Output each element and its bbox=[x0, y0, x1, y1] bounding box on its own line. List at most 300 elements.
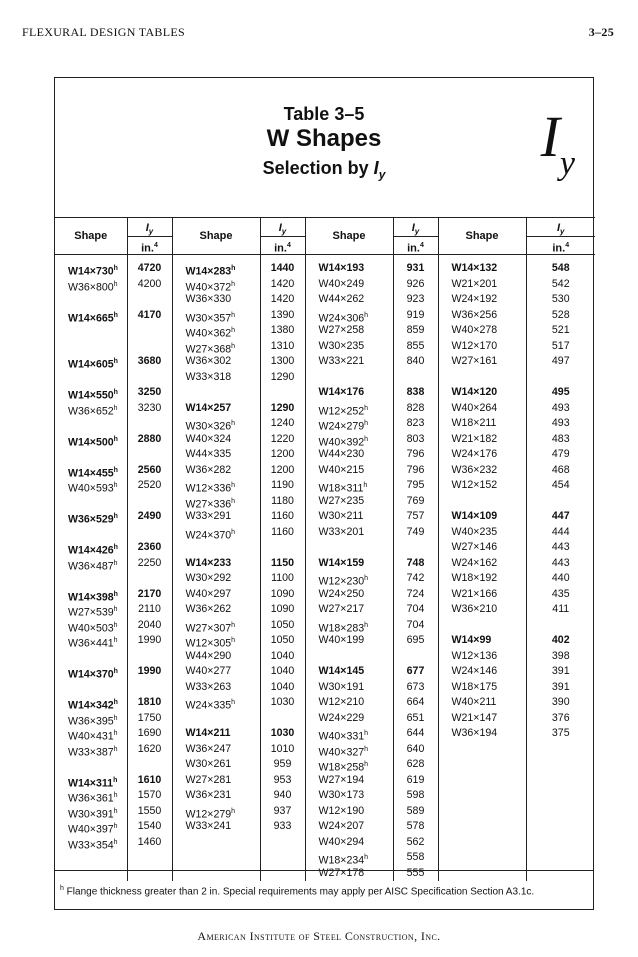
shape-text: W40×327 bbox=[318, 746, 365, 759]
flange-note-mark: h bbox=[113, 807, 118, 815]
flange-note-mark: h bbox=[364, 575, 369, 582]
shape-cell bbox=[68, 757, 127, 773]
shape-text: W14×426 bbox=[68, 544, 114, 557]
shape-cell bbox=[68, 478, 127, 494]
iy-value: 926 bbox=[406, 277, 425, 290]
shape-cell bbox=[186, 401, 260, 417]
shape-text: W36×247 bbox=[185, 742, 232, 755]
shape-cell bbox=[452, 711, 526, 727]
shape-text: W27×235 bbox=[318, 494, 365, 507]
iy-value: 4720 bbox=[137, 262, 162, 274]
iy-sub: y bbox=[148, 226, 154, 236]
iy-value: 1570 bbox=[137, 789, 162, 801]
shape-cell bbox=[186, 478, 260, 494]
iy-value: 1810 bbox=[137, 696, 162, 708]
shape-cell bbox=[186, 695, 260, 711]
iy-value: 1380 bbox=[270, 324, 295, 336]
iy-value: 2110 bbox=[138, 603, 161, 615]
shape-cell bbox=[452, 649, 526, 665]
shape-cell bbox=[186, 385, 260, 401]
shape-cell bbox=[319, 773, 393, 789]
flange-note-mark: h bbox=[113, 404, 118, 412]
shape-text: W30×235 bbox=[318, 339, 365, 352]
iy-value: 542 bbox=[551, 277, 570, 290]
shape-text: W36×262 bbox=[185, 603, 232, 615]
shape-cell bbox=[68, 587, 127, 603]
shape-cell bbox=[68, 370, 127, 386]
shape-text: W36×282 bbox=[185, 463, 232, 476]
iy-value: 1160 bbox=[271, 525, 294, 538]
shape-text: W30×211 bbox=[318, 510, 364, 522]
iy-value: 521 bbox=[551, 324, 570, 336]
shape-cell bbox=[319, 323, 393, 339]
unit-sup: 4 bbox=[286, 241, 291, 249]
shape-text: W40×372 bbox=[185, 281, 232, 294]
iy-value: 1040 bbox=[270, 665, 295, 677]
iy-value: 4200 bbox=[137, 277, 162, 290]
iy-value: 517 bbox=[551, 339, 570, 352]
shape-cell bbox=[319, 432, 393, 448]
table-subtitle: Selection by $I_y$ bbox=[262, 158, 386, 182]
iy-value: 1030 bbox=[270, 727, 295, 739]
iy-value: 1460 bbox=[137, 835, 162, 848]
iy-value: 1050 bbox=[270, 618, 295, 631]
iy-value: 435 bbox=[551, 587, 570, 600]
shape-text: W24×306 bbox=[318, 312, 365, 325]
shape-text: W40×324 bbox=[185, 432, 232, 445]
column-header-row bbox=[55, 218, 595, 255]
iy-value bbox=[394, 370, 438, 386]
flange-note-mark: h bbox=[113, 311, 118, 319]
shape-text: W24×192 bbox=[451, 293, 498, 305]
iy-value bbox=[261, 711, 305, 727]
iy-value: 1550 bbox=[137, 804, 162, 817]
shape-text: W27×539 bbox=[68, 606, 114, 619]
iy-sub: y bbox=[281, 226, 287, 236]
shape-text: W40×392 bbox=[318, 436, 365, 449]
shape-text: W14×257 bbox=[185, 401, 232, 414]
shape-cell bbox=[319, 571, 393, 587]
iy-value: 443 bbox=[551, 541, 570, 553]
flange-note-mark: h bbox=[231, 280, 236, 288]
iy-value bbox=[394, 649, 438, 665]
iy-value bbox=[128, 680, 172, 696]
iy-sub: y bbox=[414, 226, 420, 236]
shape-text: W18×175 bbox=[451, 680, 498, 693]
shape-cell bbox=[319, 726, 393, 742]
flange-note-mark: h bbox=[113, 466, 118, 474]
flange-note-mark: h bbox=[363, 482, 368, 489]
shape-cell bbox=[186, 277, 260, 293]
flange-note-mark: h bbox=[113, 606, 118, 613]
iy-column bbox=[526, 255, 595, 882]
shape-cell bbox=[319, 804, 393, 820]
unit-text: in. bbox=[407, 242, 420, 255]
flange-note-mark: h bbox=[364, 435, 369, 443]
shape-text: W40×397 bbox=[68, 823, 114, 836]
shape-text: W27×161 bbox=[451, 355, 498, 367]
flange-note-mark: h bbox=[113, 559, 118, 567]
iy-value: 2360 bbox=[137, 541, 162, 553]
shape-cell bbox=[186, 509, 260, 525]
iy-value: 1390 bbox=[270, 308, 295, 321]
shape-cell bbox=[452, 339, 526, 355]
iy-value: 677 bbox=[406, 665, 425, 677]
shape-cell bbox=[68, 277, 127, 293]
shape-text: W30×357 bbox=[185, 312, 232, 325]
shape-text: W33×221 bbox=[318, 355, 365, 367]
shape-cell bbox=[68, 463, 127, 479]
shape-text: W14×665 bbox=[68, 312, 114, 325]
shape-text: W33×201 bbox=[318, 525, 365, 538]
flange-note-mark: h bbox=[231, 482, 236, 489]
shape-cell bbox=[452, 447, 526, 463]
iy-value: 376 bbox=[551, 711, 570, 724]
shape-cell bbox=[186, 571, 260, 587]
shape-cell bbox=[68, 664, 127, 680]
iy-value: 796 bbox=[406, 448, 425, 460]
shape-cell bbox=[186, 757, 260, 773]
shape-text: W33×318 bbox=[185, 370, 232, 383]
shape-cell bbox=[68, 401, 127, 417]
shape-cell bbox=[319, 819, 393, 835]
shape-text: W14×120 bbox=[451, 386, 498, 398]
running-header-left: FLEXURAL DESIGN TABLES bbox=[22, 25, 185, 39]
shape-cell bbox=[68, 354, 127, 370]
iy-value: 3250 bbox=[137, 386, 162, 398]
shape-text: W12×279 bbox=[185, 808, 232, 821]
shape-column bbox=[438, 255, 526, 882]
shape-text: W14×455 bbox=[68, 467, 114, 480]
shape-cell bbox=[452, 726, 526, 742]
shape-cell bbox=[186, 494, 260, 510]
iy-header bbox=[260, 218, 305, 255]
iy-value: 495 bbox=[551, 386, 570, 398]
iy-value: 390 bbox=[551, 696, 570, 708]
iy-value bbox=[128, 447, 172, 463]
iy-value: 1420 bbox=[270, 277, 295, 290]
iy-value: 3680 bbox=[137, 355, 162, 367]
iy-value bbox=[261, 385, 305, 401]
iy-value: 933 bbox=[273, 820, 292, 832]
shape-cell bbox=[452, 618, 526, 634]
shape-cell bbox=[186, 804, 260, 820]
shape-cell bbox=[186, 447, 260, 463]
shape-cell bbox=[68, 726, 127, 742]
iy-value: 1690 bbox=[137, 727, 162, 739]
shape-cell bbox=[68, 695, 127, 711]
iy-value bbox=[128, 571, 172, 587]
shape-cell bbox=[452, 401, 526, 417]
shape-cell bbox=[186, 292, 260, 308]
shape-text: W40×211 bbox=[451, 696, 497, 708]
shape-cell bbox=[452, 556, 526, 572]
iy-value: 2040 bbox=[137, 618, 162, 631]
iy-value: 748 bbox=[406, 556, 425, 569]
shape-text: W40×235 bbox=[451, 525, 498, 538]
iy-value: 444 bbox=[551, 525, 570, 538]
shape-text: W14×605 bbox=[68, 358, 114, 371]
shape-cell bbox=[319, 633, 393, 649]
shape-cell bbox=[68, 432, 127, 448]
shape-cell bbox=[319, 385, 393, 401]
shape-cell bbox=[452, 463, 526, 479]
flange-note-mark: h bbox=[113, 745, 118, 753]
shape-cell bbox=[452, 695, 526, 711]
iy-value: 479 bbox=[551, 448, 570, 460]
shape-text: W36×231 bbox=[185, 789, 232, 801]
flange-note-mark: h bbox=[231, 311, 236, 319]
iy-value: 1010 bbox=[270, 742, 295, 755]
shape-text: W36×487 bbox=[68, 560, 114, 573]
shape-cell bbox=[452, 664, 526, 680]
shape-text: W24×335 bbox=[185, 699, 232, 712]
shape-cell bbox=[186, 432, 260, 448]
shape-cell bbox=[68, 773, 127, 789]
iy-sub: y bbox=[560, 226, 565, 236]
shape-text: W24×229 bbox=[318, 711, 365, 724]
shape-text: W30×261 bbox=[185, 758, 232, 770]
shape-cell bbox=[452, 602, 526, 618]
flange-note-mark: h bbox=[113, 637, 118, 644]
shape-text: W44×290 bbox=[185, 649, 232, 662]
shape-cell bbox=[452, 354, 526, 370]
iy-var: I bbox=[411, 221, 415, 234]
shape-text: W18×311 bbox=[318, 482, 364, 495]
iy-value: 855 bbox=[406, 339, 425, 352]
iy-value: 757 bbox=[406, 510, 425, 522]
iy-value: 704 bbox=[406, 618, 425, 631]
flange-note-mark: h bbox=[113, 280, 118, 288]
iy-value: 923 bbox=[406, 293, 425, 305]
iy-value: 940 bbox=[273, 789, 292, 801]
shape-header: Shape bbox=[172, 218, 260, 255]
shape-cell bbox=[68, 416, 127, 432]
iy-value bbox=[128, 757, 172, 773]
iy-value: 1310 bbox=[270, 339, 295, 352]
shape-text: W18×192 bbox=[451, 572, 498, 584]
shape-cell bbox=[186, 819, 260, 835]
iy-value: 749 bbox=[406, 525, 425, 538]
shape-text: W40×215 bbox=[318, 463, 365, 476]
shape-cell bbox=[68, 525, 127, 541]
iy-value: 673 bbox=[406, 680, 425, 693]
iy-value: 644 bbox=[406, 727, 425, 739]
shape-cell bbox=[319, 478, 393, 494]
shape-text: W36×256 bbox=[451, 308, 498, 321]
shape-cell bbox=[319, 261, 393, 277]
iy-value: 2560 bbox=[137, 463, 162, 476]
iy-value: 2490 bbox=[137, 510, 162, 522]
shape-cell bbox=[68, 339, 127, 355]
iy-header bbox=[526, 218, 595, 255]
iy-column bbox=[393, 255, 438, 882]
shape-text: W30×292 bbox=[185, 572, 232, 584]
iy-value: 493 bbox=[551, 401, 570, 414]
shape-cell bbox=[319, 401, 393, 417]
flange-note-mark: h bbox=[113, 838, 118, 846]
iy-value bbox=[527, 494, 596, 510]
shape-text: W14×109 bbox=[451, 510, 498, 522]
shape-text: W36×210 bbox=[451, 603, 498, 615]
flange-note-mark: h bbox=[113, 730, 118, 737]
shape-text: W30×391 bbox=[68, 808, 114, 821]
iy-value: 578 bbox=[406, 820, 425, 832]
shape-text: W36×652 bbox=[68, 405, 114, 418]
iy-value bbox=[128, 649, 172, 665]
shape-text: W27×368 bbox=[185, 343, 232, 356]
shape-text: W14×370 bbox=[68, 668, 114, 681]
shape-cell bbox=[186, 354, 260, 370]
iy-value: 1030 bbox=[270, 696, 295, 708]
shape-cell bbox=[452, 323, 526, 339]
flange-note-mark: h bbox=[113, 265, 118, 272]
shape-cell bbox=[186, 726, 260, 742]
shape-cell bbox=[319, 742, 393, 758]
shape-cell bbox=[68, 540, 127, 556]
iy-label bbox=[128, 219, 172, 237]
unit-label bbox=[527, 237, 596, 254]
shape-text: W40×249 bbox=[318, 277, 365, 290]
shape-cell bbox=[68, 618, 127, 634]
shape-cell bbox=[452, 494, 526, 510]
shape-cell bbox=[319, 370, 393, 386]
shape-cell bbox=[319, 850, 393, 866]
shape-header: Shape bbox=[305, 218, 393, 255]
page-number: 3–25 bbox=[588, 25, 614, 39]
shape-cell bbox=[452, 633, 526, 649]
shape-cell bbox=[68, 494, 127, 510]
shape-text: W21×182 bbox=[451, 432, 498, 445]
flange-note-mark: h bbox=[364, 730, 369, 737]
iy-value: 1610 bbox=[137, 773, 162, 786]
iy-label bbox=[394, 219, 438, 237]
flange-note-mark: h bbox=[113, 714, 118, 722]
shape-cell bbox=[319, 292, 393, 308]
shape-cell bbox=[68, 742, 127, 758]
shape-text: W30×326 bbox=[185, 420, 232, 433]
shape-cell bbox=[186, 633, 260, 649]
shape-text: W33×354 bbox=[68, 839, 114, 852]
flange-note-mark: h bbox=[231, 807, 236, 815]
iy-header bbox=[393, 218, 438, 255]
table-title: W Shapes bbox=[266, 125, 382, 152]
flange-note-mark: h bbox=[231, 637, 236, 644]
shape-cell bbox=[319, 494, 393, 510]
iy-value: 1190 bbox=[271, 479, 294, 491]
table-body-row bbox=[55, 255, 595, 882]
shape-cell bbox=[319, 556, 393, 572]
shape-text: W33×263 bbox=[185, 680, 232, 693]
publisher-footer: American Institute of Steel Construction, Inc. bbox=[197, 929, 441, 943]
shape-text: W36×232 bbox=[451, 463, 498, 476]
iy-value: 1220 bbox=[270, 432, 295, 445]
shape-cell bbox=[68, 804, 127, 820]
iy-value: 1200 bbox=[270, 448, 295, 460]
iy-value: 704 bbox=[406, 603, 425, 615]
shape-cell bbox=[68, 788, 127, 804]
shape-cell bbox=[68, 385, 127, 401]
shape-text: W24×370 bbox=[185, 529, 232, 542]
shape-cell bbox=[319, 509, 393, 525]
iy-value: 628 bbox=[406, 758, 425, 770]
unit-text: in. bbox=[274, 242, 287, 255]
shape-cell bbox=[186, 618, 260, 634]
shape-text: W44×262 bbox=[318, 293, 365, 305]
shape-cell bbox=[319, 602, 393, 618]
shape-cell bbox=[186, 525, 260, 541]
shape-cell bbox=[319, 540, 393, 556]
shape-cell bbox=[186, 540, 260, 556]
shape-cell bbox=[319, 711, 393, 727]
flange-note-mark: h bbox=[364, 854, 369, 861]
iy-value: 468 bbox=[551, 463, 570, 476]
shape-cell bbox=[319, 680, 393, 696]
shape-text: W27×258 bbox=[318, 324, 365, 336]
shape-text: W14×311 bbox=[68, 777, 114, 790]
flange-note-mark: h bbox=[231, 420, 236, 427]
iy-value: 402 bbox=[551, 634, 570, 646]
shape-cell bbox=[186, 664, 260, 680]
iy-var: I bbox=[278, 221, 282, 234]
iy-value: 1040 bbox=[270, 680, 295, 693]
shape-cell bbox=[319, 664, 393, 680]
shape-column bbox=[305, 255, 393, 882]
iy-value: 1240 bbox=[270, 417, 295, 429]
shape-cell bbox=[68, 602, 127, 618]
iy-value: 398 bbox=[551, 649, 570, 662]
iy-value: 391 bbox=[551, 680, 570, 693]
flange-note-mark: h bbox=[113, 389, 118, 396]
iy-value: 1200 bbox=[270, 463, 295, 476]
footnote: $^h$ Flange thickness greater than 2 in. Special requirements may apply per AISC Specification Section A3.1c. bbox=[55, 870, 593, 910]
flange-note-mark: h bbox=[113, 668, 118, 675]
shape-text: W27×178 bbox=[318, 866, 365, 879]
iy-value: 598 bbox=[406, 789, 425, 801]
shape-cell bbox=[452, 509, 526, 525]
iy-value: 497 bbox=[551, 355, 570, 367]
shape-cell bbox=[319, 587, 393, 603]
table-number: Table 3–5 bbox=[283, 104, 365, 124]
shape-cell bbox=[186, 416, 260, 432]
flange-note-mark: h bbox=[113, 358, 118, 365]
shape-cell bbox=[452, 587, 526, 603]
shape-text: W36×529 bbox=[68, 513, 114, 526]
shape-text: W14×145 bbox=[318, 665, 365, 677]
iy-value: 695 bbox=[406, 634, 425, 646]
iy-value: 548 bbox=[551, 262, 570, 274]
shape-text: W14×283 bbox=[185, 265, 232, 278]
shape-text: W18×258 bbox=[318, 761, 365, 774]
iy-column bbox=[127, 255, 172, 882]
shape-cell bbox=[68, 649, 127, 665]
iy-value: 3230 bbox=[137, 401, 162, 414]
shape-cell bbox=[319, 649, 393, 665]
iy-value: 411 bbox=[552, 603, 570, 615]
flange-note-mark: h bbox=[364, 420, 369, 427]
iy-value: 795 bbox=[406, 479, 425, 491]
iy-value: 1620 bbox=[137, 742, 162, 755]
iy-value: 1090 bbox=[270, 587, 295, 600]
iy-value: 919 bbox=[406, 308, 425, 321]
shape-text: W40×593 bbox=[68, 482, 114, 495]
unit-text: in. bbox=[141, 242, 154, 255]
shape-cell bbox=[68, 447, 127, 463]
iy-value: 619 bbox=[406, 773, 425, 786]
shape-cell bbox=[68, 261, 127, 277]
shape-cell bbox=[452, 292, 526, 308]
shape-text: W24×250 bbox=[318, 587, 365, 600]
